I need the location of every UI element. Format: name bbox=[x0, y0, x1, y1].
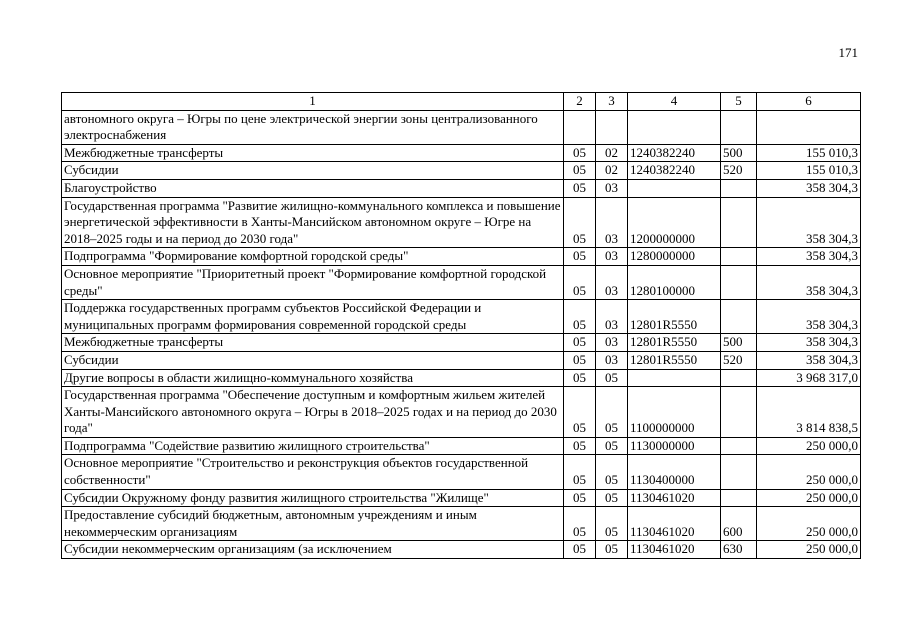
row-target-code-cell bbox=[628, 110, 721, 144]
row-name-cell: Подпрограмма "Формирование комфортной городской среды" bbox=[62, 248, 564, 266]
row-subsection-cell: 02 bbox=[596, 162, 628, 180]
row-expense-type-cell bbox=[721, 455, 757, 489]
budget-table bbox=[61, 92, 861, 559]
row-name-cell: Субсидии некоммерческим организациям (за исключением bbox=[62, 541, 564, 559]
table-row bbox=[62, 351, 861, 369]
row-section-cell: 05 bbox=[564, 248, 596, 266]
row-name-cell: Благоустройство bbox=[62, 179, 564, 197]
row-subsection-cell: 02 bbox=[596, 144, 628, 162]
row-subsection-cell bbox=[596, 110, 628, 144]
row-target-code-cell: 12801R5550 bbox=[628, 300, 721, 334]
table-row bbox=[62, 248, 861, 266]
row-section-cell: 05 bbox=[564, 387, 596, 438]
row-target-code-cell: 1200000000 bbox=[628, 197, 721, 248]
row-section-cell: 05 bbox=[564, 369, 596, 387]
header-cell-5: 5 bbox=[721, 93, 757, 111]
budget-table-body bbox=[62, 93, 861, 559]
row-amount-cell: 358 304,3 bbox=[757, 179, 861, 197]
row-target-code-cell: 1130461020 bbox=[628, 489, 721, 507]
row-amount-cell: 358 304,3 bbox=[757, 351, 861, 369]
table-row bbox=[62, 437, 861, 455]
row-section-cell: 05 bbox=[564, 144, 596, 162]
row-expense-type-cell: 600 bbox=[721, 507, 757, 541]
table-row bbox=[62, 110, 861, 144]
row-amount-cell: 358 304,3 bbox=[757, 300, 861, 334]
table-row bbox=[62, 179, 861, 197]
table-row bbox=[62, 369, 861, 387]
row-expense-type-cell bbox=[721, 248, 757, 266]
row-expense-type-cell bbox=[721, 110, 757, 144]
row-expense-type-cell bbox=[721, 265, 757, 299]
row-name-cell: автономного округа – Югры по цене электрической энергии зоны централизованного электроснабжения bbox=[62, 110, 564, 144]
row-amount-cell: 358 304,3 bbox=[757, 334, 861, 352]
row-target-code-cell: 1130400000 bbox=[628, 455, 721, 489]
table-row bbox=[62, 197, 861, 248]
row-amount-cell: 358 304,3 bbox=[757, 265, 861, 299]
row-amount-cell: 358 304,3 bbox=[757, 248, 861, 266]
row-name-cell: Подпрограмма "Содействие развитию жилищного строительства" bbox=[62, 437, 564, 455]
row-target-code-cell bbox=[628, 179, 721, 197]
row-subsection-cell: 05 bbox=[596, 437, 628, 455]
row-amount-cell: 250 000,0 bbox=[757, 455, 861, 489]
row-expense-type-cell: 630 bbox=[721, 541, 757, 559]
row-expense-type-cell: 500 bbox=[721, 144, 757, 162]
row-amount-cell bbox=[757, 110, 861, 144]
table-header-row bbox=[62, 93, 861, 111]
row-subsection-cell: 05 bbox=[596, 541, 628, 559]
row-expense-type-cell bbox=[721, 300, 757, 334]
row-expense-type-cell bbox=[721, 369, 757, 387]
header-cell-1: 1 bbox=[62, 93, 564, 111]
row-target-code-cell: 1130461020 bbox=[628, 507, 721, 541]
row-section-cell: 05 bbox=[564, 300, 596, 334]
row-subsection-cell: 03 bbox=[596, 300, 628, 334]
row-name-cell: Государственная программа "Обеспечение доступным и комфортным жильем жителей Ханты-Мансийского автономного округа – Югры в 2018–2025 годах и на период до 2030 года" bbox=[62, 387, 564, 438]
row-target-code-cell: 1130000000 bbox=[628, 437, 721, 455]
row-section-cell: 05 bbox=[564, 437, 596, 455]
row-name-cell: Межбюджетные трансферты bbox=[62, 334, 564, 352]
row-amount-cell: 3 814 838,5 bbox=[757, 387, 861, 438]
row-amount-cell: 358 304,3 bbox=[757, 197, 861, 248]
row-name-cell: Основное мероприятие "Приоритетный проект "Формирование комфортной городской среды" bbox=[62, 265, 564, 299]
row-subsection-cell: 03 bbox=[596, 248, 628, 266]
row-target-code-cell bbox=[628, 369, 721, 387]
row-section-cell: 05 bbox=[564, 334, 596, 352]
row-name-cell: Другие вопросы в области жилищно-коммунального хозяйства bbox=[62, 369, 564, 387]
row-subsection-cell: 03 bbox=[596, 351, 628, 369]
table-row bbox=[62, 387, 861, 438]
row-section-cell: 05 bbox=[564, 197, 596, 248]
row-subsection-cell: 03 bbox=[596, 197, 628, 248]
row-amount-cell: 3 968 317,0 bbox=[757, 369, 861, 387]
row-expense-type-cell: 520 bbox=[721, 162, 757, 180]
row-target-code-cell: 12801R5550 bbox=[628, 351, 721, 369]
header-cell-6: 6 bbox=[757, 93, 861, 111]
row-name-cell: Основное мероприятие "Строительство и реконструкция объектов государственной собственности" bbox=[62, 455, 564, 489]
row-target-code-cell: 12801R5550 bbox=[628, 334, 721, 352]
table-row bbox=[62, 144, 861, 162]
row-name-cell: Субсидии Окружному фонду развития жилищного строительства "Жилище" bbox=[62, 489, 564, 507]
row-subsection-cell: 03 bbox=[596, 265, 628, 299]
row-amount-cell: 250 000,0 bbox=[757, 489, 861, 507]
header-cell-3: 3 bbox=[596, 93, 628, 111]
row-section-cell: 05 bbox=[564, 541, 596, 559]
row-subsection-cell: 05 bbox=[596, 489, 628, 507]
header-cell-4: 4 bbox=[628, 93, 721, 111]
row-amount-cell: 250 000,0 bbox=[757, 437, 861, 455]
row-section-cell: 05 bbox=[564, 265, 596, 299]
row-expense-type-cell bbox=[721, 387, 757, 438]
table-row bbox=[62, 334, 861, 352]
row-expense-type-cell bbox=[721, 489, 757, 507]
row-subsection-cell: 05 bbox=[596, 455, 628, 489]
row-target-code-cell: 1280100000 bbox=[628, 265, 721, 299]
row-section-cell bbox=[564, 110, 596, 144]
row-target-code-cell: 1100000000 bbox=[628, 387, 721, 438]
row-amount-cell: 250 000,0 bbox=[757, 507, 861, 541]
row-target-code-cell: 1130461020 bbox=[628, 541, 721, 559]
row-expense-type-cell bbox=[721, 197, 757, 248]
row-section-cell: 05 bbox=[564, 162, 596, 180]
row-name-cell: Предоставление субсидий бюджетным, автономным учреждениям и иным некоммерческим организациям bbox=[62, 507, 564, 541]
header-cell-2: 2 bbox=[564, 93, 596, 111]
page-number: 171 bbox=[838, 45, 858, 60]
row-section-cell: 05 bbox=[564, 507, 596, 541]
row-subsection-cell: 03 bbox=[596, 179, 628, 197]
row-expense-type-cell bbox=[721, 179, 757, 197]
row-name-cell: Поддержка государственных программ субъектов Российской Федерации и муниципальных программ формирования современной городской среды bbox=[62, 300, 564, 334]
row-subsection-cell: 05 bbox=[596, 387, 628, 438]
row-name-cell: Субсидии bbox=[62, 162, 564, 180]
row-target-code-cell: 1240382240 bbox=[628, 144, 721, 162]
row-section-cell: 05 bbox=[564, 179, 596, 197]
row-target-code-cell: 1280000000 bbox=[628, 248, 721, 266]
row-section-cell: 05 bbox=[564, 489, 596, 507]
table-row bbox=[62, 455, 861, 489]
table-row bbox=[62, 300, 861, 334]
table-row bbox=[62, 265, 861, 299]
table-row bbox=[62, 507, 861, 541]
row-target-code-cell: 1240382240 bbox=[628, 162, 721, 180]
row-name-cell: Субсидии bbox=[62, 351, 564, 369]
row-expense-type-cell bbox=[721, 437, 757, 455]
row-name-cell: Межбюджетные трансферты bbox=[62, 144, 564, 162]
row-expense-type-cell: 520 bbox=[721, 351, 757, 369]
row-expense-type-cell: 500 bbox=[721, 334, 757, 352]
row-amount-cell: 155 010,3 bbox=[757, 144, 861, 162]
row-subsection-cell: 03 bbox=[596, 334, 628, 352]
row-name-cell: Государственная программа "Развитие жилищно-коммунального комплекса и повышение энергетической эффективности в Ханты-Мансийском автономном округе – Югре на 2018–2025 годы и на период до 2030 года" bbox=[62, 197, 564, 248]
table-row bbox=[62, 489, 861, 507]
row-subsection-cell: 05 bbox=[596, 507, 628, 541]
row-subsection-cell: 05 bbox=[596, 369, 628, 387]
row-section-cell: 05 bbox=[564, 351, 596, 369]
row-amount-cell: 155 010,3 bbox=[757, 162, 861, 180]
row-amount-cell: 250 000,0 bbox=[757, 541, 861, 559]
row-section-cell: 05 bbox=[564, 455, 596, 489]
table-row bbox=[62, 162, 861, 180]
table-row bbox=[62, 541, 861, 559]
